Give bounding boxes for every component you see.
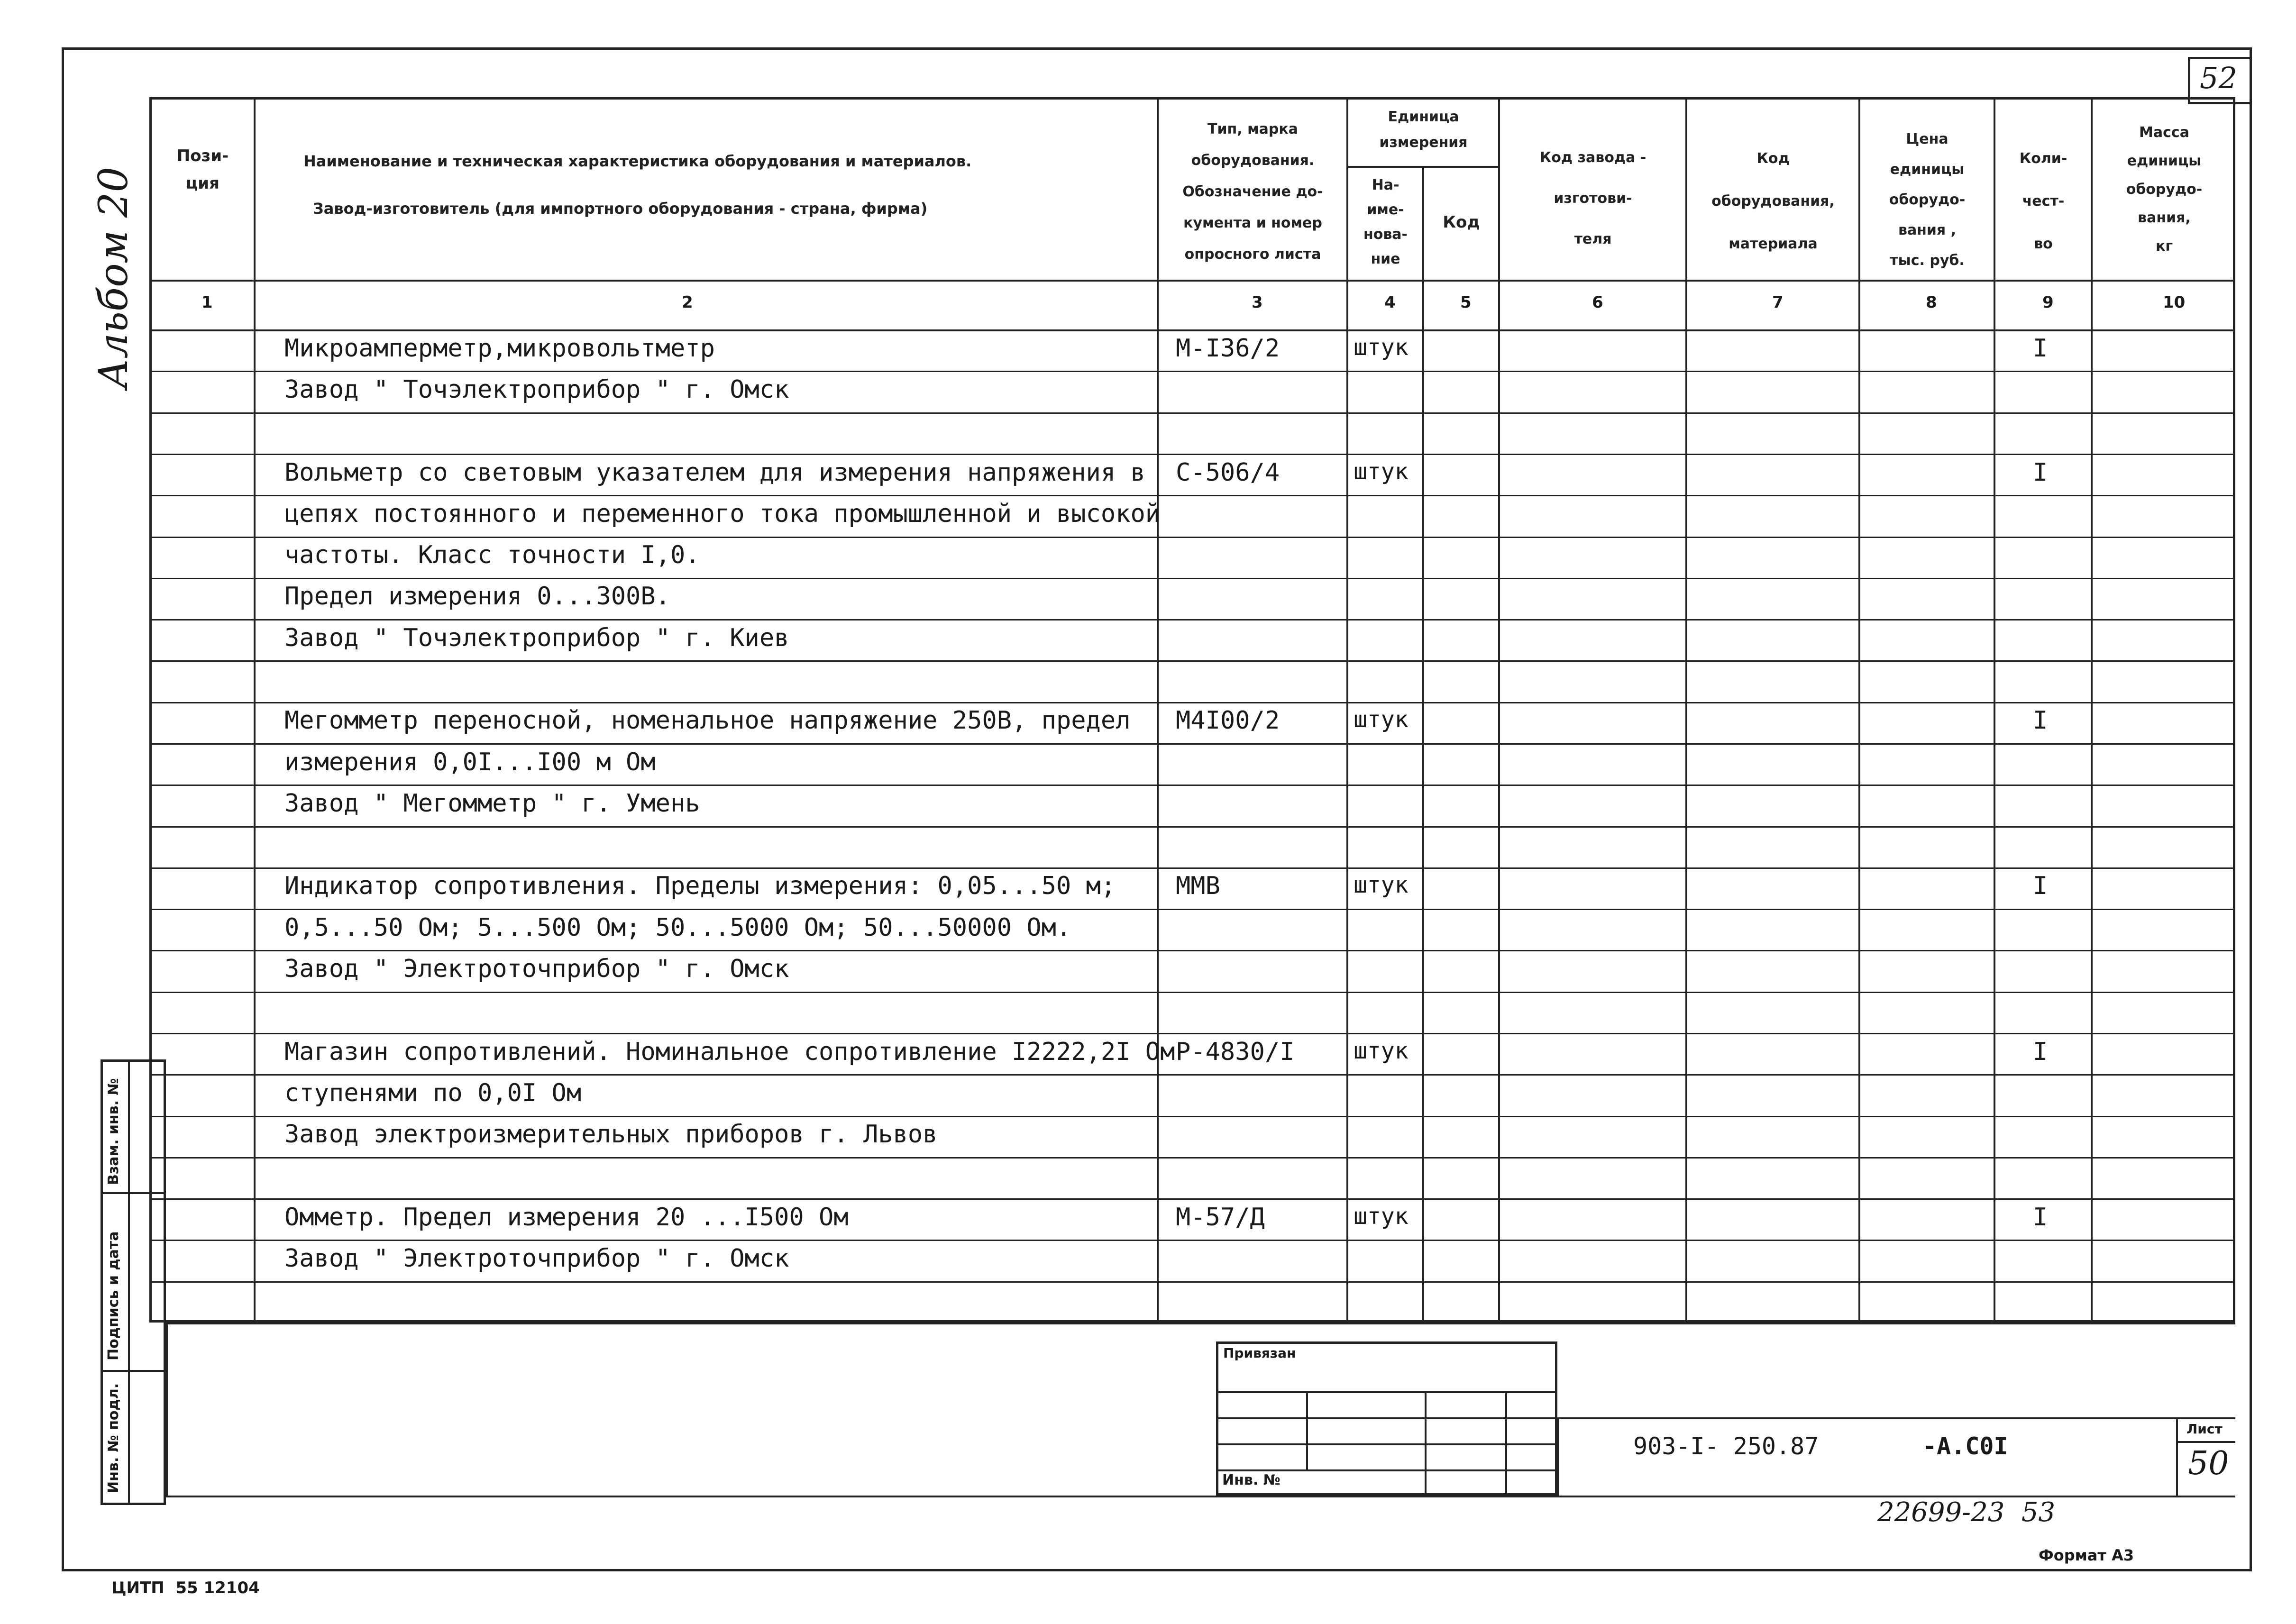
- row-quantity: I: [2033, 706, 2048, 735]
- header-line: чест-: [2022, 193, 2065, 210]
- row-separator: [149, 1157, 2235, 1159]
- row-name: 0,5...50 Ом; 5...500 Ом; 50...5000 Ом; 50...50000 Ом.: [284, 913, 1071, 942]
- side-stamp-line: [101, 1192, 166, 1194]
- col-line-9: [2091, 97, 2093, 1320]
- side-stamp-original-inv: Инв. № подл.: [105, 1383, 122, 1493]
- row-quantity: I: [2033, 872, 2048, 901]
- sheet-box-left: [2176, 1417, 2178, 1496]
- row-name: Магазин сопротивлений. Номинальное сопротивление I2222,2I Ом: [284, 1037, 1175, 1066]
- row-separator: [149, 660, 2235, 662]
- row-type: Р-4830/I: [1176, 1037, 1295, 1066]
- col-line-6: [1685, 97, 1687, 1320]
- header-position: [152, 142, 254, 197]
- top-sheet-number: 52: [2200, 61, 2237, 95]
- row-separator: [149, 1240, 2235, 1241]
- header-line: кумента и номер: [1183, 215, 1322, 231]
- sheet-box-line: [2176, 1441, 2235, 1443]
- side-stamp-divider: [128, 1059, 130, 1505]
- row-name: Завод " Мегомметр " г. Умень: [284, 789, 700, 818]
- sheet-number: 50: [2188, 1445, 2229, 1482]
- header-line: оборудования,: [1711, 193, 1835, 210]
- row-name: частоты. Класс точности I,0.: [284, 541, 700, 570]
- row-name: Микроамперметр,микровольтметр: [284, 334, 715, 363]
- header-line: оборудо-: [2126, 181, 2203, 198]
- header-line: вания,: [2138, 210, 2191, 226]
- col-line-2: [1157, 97, 1159, 1320]
- header-unit-group: [1349, 104, 1498, 155]
- row-separator: [149, 371, 2235, 372]
- row-separator: [149, 826, 2235, 828]
- col-line-7: [1858, 97, 1860, 1320]
- row-separator: [149, 578, 2235, 579]
- side-stamp-replace-inv: Взам. инв. №: [105, 1078, 122, 1185]
- title-block-left: [166, 1323, 168, 1496]
- row-separator: [149, 1281, 2235, 1283]
- side-stamp-signature-date: Подпись и дата: [105, 1231, 122, 1360]
- row-separator: [149, 619, 2235, 620]
- header-line: На-: [1372, 177, 1400, 193]
- header-line: вания ,: [1898, 222, 1957, 238]
- header-line: кг: [2155, 238, 2173, 255]
- bound-label: Привязан: [1223, 1345, 1296, 1361]
- printer-mark: ЦИТП 55 12104: [111, 1578, 260, 1597]
- row-separator: [149, 1074, 2235, 1076]
- row-name: Завод " Электроточприбор " г. Омск: [284, 955, 789, 983]
- bound-divider: [1306, 1391, 1308, 1469]
- row-name: цепях постоянного и переменного тока промышленной и высокой: [284, 499, 1161, 528]
- row-name: Завод " Точэлектроприбор " г. Омск: [284, 375, 789, 404]
- doc-code-top: [1557, 1417, 2235, 1419]
- doc-suffix: -А.С0I: [1922, 1432, 2008, 1460]
- header-line: опросного листа: [1184, 246, 1321, 263]
- header-line: Код завода -: [1539, 149, 1647, 166]
- header-line: изготови-: [1554, 190, 1632, 207]
- row-separator: [149, 1033, 2235, 1034]
- header-line: во: [2034, 236, 2053, 252]
- header-line: име-: [1367, 201, 1404, 218]
- format-label: Формат А3: [2039, 1546, 2134, 1564]
- header-line: ние: [1371, 251, 1400, 267]
- row-name: Завод " Точэлектроприбор " г. Киев: [284, 623, 789, 652]
- header-line: тыс. руб.: [1890, 252, 1965, 269]
- header-mass: [2093, 119, 2235, 261]
- row-name: Завод " Электроточприбор " г. Омск: [284, 1244, 789, 1273]
- row-name: ступенями по 0,0I Ом: [284, 1078, 582, 1107]
- row-separator: [149, 412, 2235, 414]
- header-price: [1861, 124, 1994, 276]
- doc-code-divider: [1557, 1417, 1559, 1496]
- side-stamp-line: [101, 1370, 166, 1372]
- row-unit: штук: [1354, 334, 1409, 361]
- row-separator: [149, 702, 2235, 703]
- header-line: теля: [1574, 231, 1612, 247]
- row-name: Омметр. Предел измерения 20 ...I500 Ом: [284, 1203, 849, 1232]
- row-separator: [149, 743, 2235, 745]
- row-name: Предел измерения 0...300В.: [284, 582, 670, 611]
- row-separator: [149, 495, 2235, 496]
- row-quantity: I: [2033, 1203, 2048, 1232]
- header-quantity: [1996, 137, 2091, 265]
- row-quantity: I: [2033, 458, 2048, 487]
- header-name: [256, 137, 1157, 232]
- header-unit-name: [1349, 173, 1422, 272]
- bound-divider: [1425, 1391, 1427, 1496]
- col-line-5: [1498, 97, 1500, 1320]
- header-line: Коли-: [2019, 150, 2067, 167]
- row-type: М4I00/2: [1176, 706, 1280, 735]
- row-separator: [149, 537, 2235, 538]
- header-line: единицы: [2127, 153, 2202, 169]
- sheet-label: Лист: [2186, 1421, 2223, 1437]
- row-separator: [149, 867, 2235, 869]
- header-line: Масса: [2139, 124, 2189, 141]
- colnum-bottom-line: [149, 329, 2235, 331]
- header-equipment-code: [1688, 137, 1858, 265]
- inv-label: Инв. №: [1222, 1472, 1281, 1488]
- header-unit-code: [1425, 209, 1498, 236]
- header-line: материала: [1729, 236, 1818, 252]
- row-quantity: I: [2033, 1037, 2048, 1066]
- col-line-8: [1994, 97, 1995, 1320]
- header-bottom-line: [149, 280, 2235, 282]
- row-type: М-57/Д: [1176, 1203, 1265, 1232]
- row-separator: [149, 454, 2235, 455]
- header-line: Наименование и техническая характеристика оборудования и материалов.: [303, 152, 972, 170]
- row-separator: [149, 1198, 2235, 1200]
- header-line: Единица: [1388, 109, 1459, 125]
- row-unit: штук: [1354, 1203, 1409, 1230]
- row-name: Индикатор сопротивления. Пределы измерения: 0,05...50 м;: [284, 872, 1116, 901]
- header-line: Код: [1443, 213, 1480, 232]
- header-line: Код: [1756, 150, 1790, 167]
- row-type: ММВ: [1176, 872, 1220, 901]
- header-type: [1159, 114, 1346, 270]
- header-line: Тип, марка: [1207, 121, 1298, 137]
- col-line-3: [1346, 97, 1348, 1320]
- row-separator: [149, 1116, 2235, 1117]
- row-name: Вольметр со световым указателем для измерения напряжения в: [284, 458, 1145, 487]
- header-line: Пози-: [176, 146, 229, 165]
- row-unit: штук: [1354, 706, 1409, 733]
- header-line: измерения: [1379, 134, 1468, 151]
- header-line: Цена: [1906, 131, 1948, 147]
- title-block-top: [166, 1323, 2235, 1324]
- header-line: единицы: [1890, 161, 1965, 178]
- bound-divider: [1505, 1391, 1507, 1496]
- row-type: М-I36/2: [1176, 334, 1280, 363]
- row-separator: [149, 909, 2235, 910]
- header-line: ция: [186, 174, 220, 193]
- row-type: С-506/4: [1176, 458, 1280, 487]
- row-name: Завод электроизмерительных приборов г. Львов: [284, 1120, 938, 1149]
- row-name: измерения 0,0I...I00 м Ом: [284, 748, 656, 776]
- header-line: оборудо-: [1889, 192, 1966, 208]
- row-separator: [149, 992, 2235, 993]
- row-unit: штук: [1354, 458, 1409, 485]
- header-line: нова-: [1363, 226, 1408, 243]
- col-line-1: [254, 97, 256, 1320]
- album-label: Альбом 20: [90, 167, 137, 389]
- doc-code: 903-I- 250.87: [1633, 1432, 1819, 1460]
- row-unit: штук: [1354, 872, 1409, 899]
- row-separator: [149, 785, 2235, 786]
- row-unit: штук: [1354, 1037, 1409, 1064]
- row-quantity: I: [2033, 334, 2048, 363]
- header-factory-code: [1500, 137, 1685, 260]
- header-line: Завод-изготовитель (для импортного оборудования - страна, фирма): [313, 200, 928, 218]
- header-line: Обозначение до-: [1182, 183, 1323, 200]
- row-separator: [149, 950, 2235, 951]
- handwritten-number: 22699-23 53: [1877, 1497, 2056, 1528]
- header-line: оборудования.: [1191, 152, 1315, 169]
- row-name: Мегомметр переносной, номенальное напряжение 250В, предел: [284, 706, 1131, 735]
